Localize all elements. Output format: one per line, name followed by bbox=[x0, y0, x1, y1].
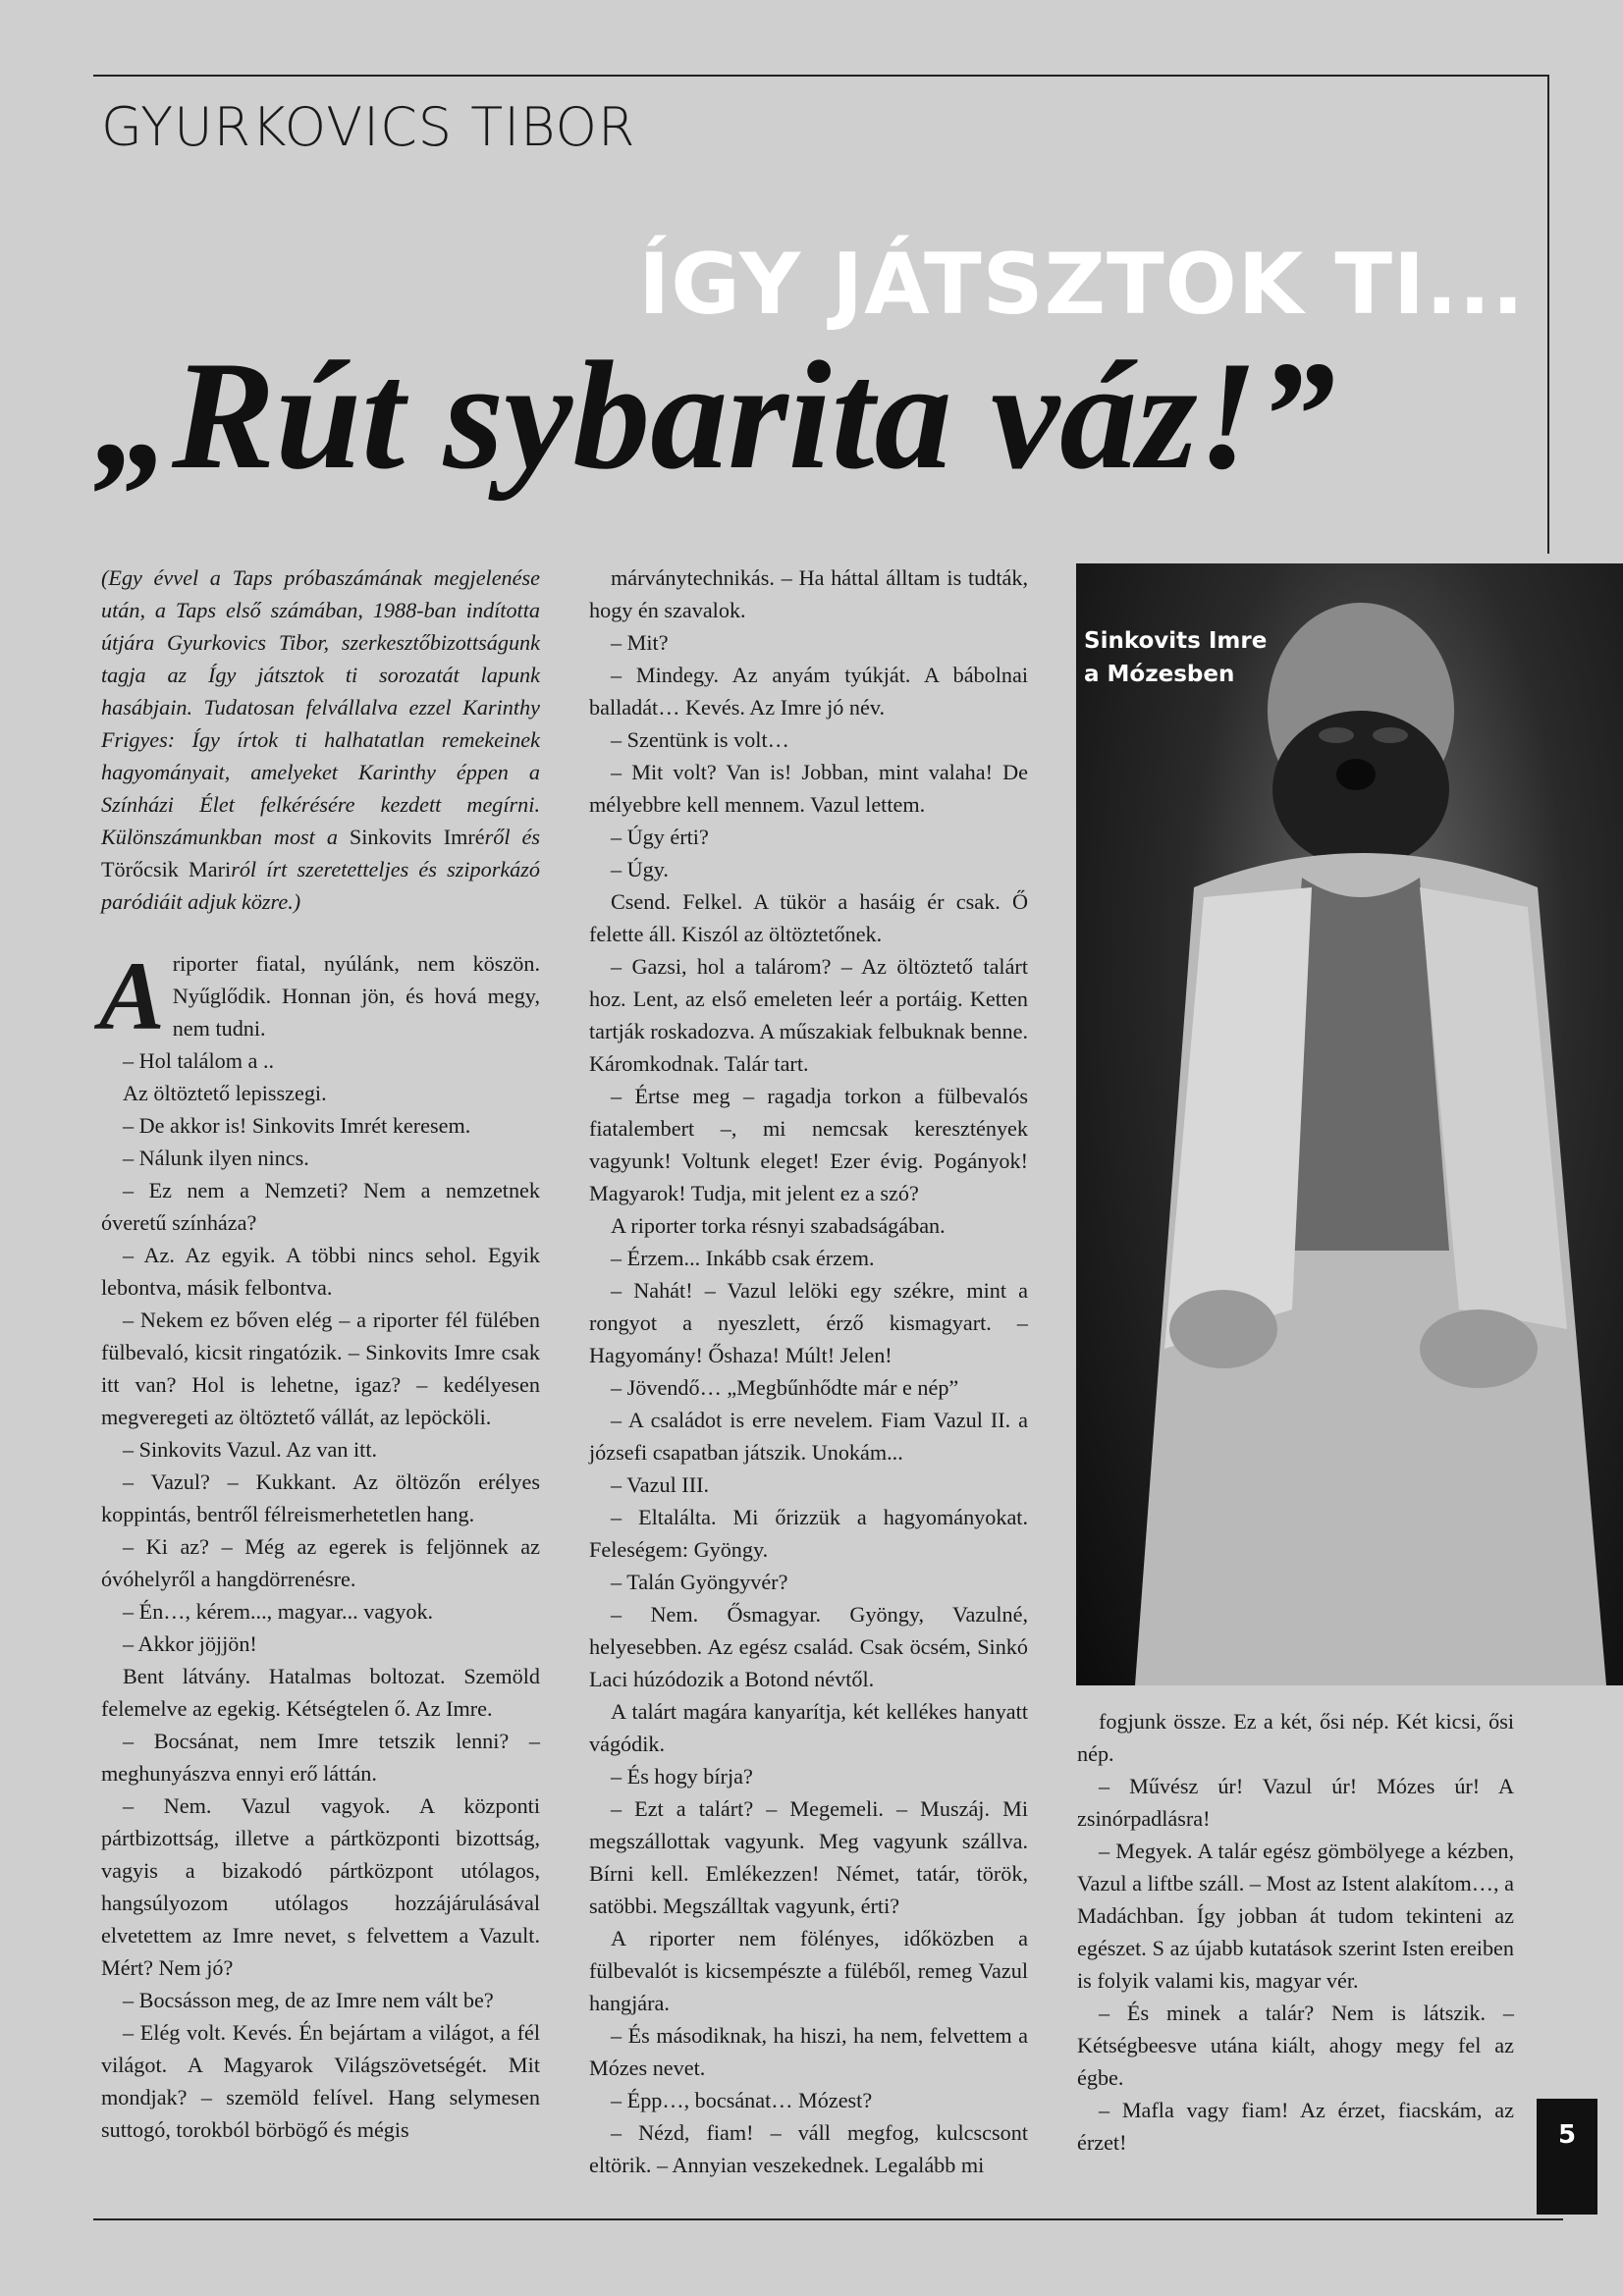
dialogue-paragraph: márványtechnikás. – Ha háttal álltam is tudták, hogy én szavalok. bbox=[589, 565, 1028, 622]
dialogue-paragraph: – Mit volt? Van is! Jobban, mint valaha! De mélyebbre kell mennem. Vazul lettem. bbox=[589, 760, 1028, 817]
dialogue-paragraph: – Érzem... Inkább csak érzem. bbox=[611, 1246, 875, 1270]
dialogue-paragraph: – Mafla vagy fiam! Az érzet, fiacskám, az érzet! bbox=[1077, 2098, 1514, 2155]
intro-paragraph bbox=[101, 561, 540, 918]
dialogue-paragraph: – Mit? bbox=[611, 630, 669, 655]
caption-line-2: a Mózesben bbox=[1084, 662, 1235, 687]
article-headline: „Rút sybarita váz!” bbox=[94, 330, 1336, 502]
intro-text: (Egy évvel a Taps próbaszámának megjelenése után, a Taps első számában, 1988-ban indította útjára Gyurkovics Tibor, szerkesztőbizottságunk tagja az bbox=[101, 565, 540, 687]
frame-top-rule bbox=[93, 75, 1548, 77]
dialogue-paragraph: – Úgy. bbox=[611, 857, 669, 881]
column-3-body bbox=[1077, 1705, 1514, 2159]
page-number: 5 bbox=[1537, 2099, 1597, 2215]
dialogue-paragraph: – Nem. Ősmagyar. Gyöngy, Vazulné, helyesebben. Az egész család. Csak öcsém, Sinkó Laci húzódozik a Botond névtől. bbox=[589, 1602, 1028, 1691]
dialogue-paragraph: – Művész úr! Vazul úr! Mózes úr! A zsinórpadlásra! bbox=[1077, 1774, 1514, 1831]
intro-series-name: Így játsztok ti bbox=[208, 663, 358, 687]
dialogue-paragraph: – És minek a talár? Nem is látszik. – Kétségbeesve utána kiált, ahogy megy fel az égbe. bbox=[1077, 2001, 1514, 2090]
dialogue-paragraph: – Megyek. A talár egész gömbölyege a kézben, Vazul a liftbe száll. – Most az Istent alakítom…, a Madáchban. Így jobban át tudom tekinteni az egészet. S az újabb kutatások szerint Isten ereiben is folyik valami kis, magyar vér. bbox=[1077, 1839, 1514, 1993]
column-2 bbox=[589, 561, 1028, 2181]
frame-right-rule bbox=[1547, 75, 1549, 554]
author-name: GYURKOVICS TIBOR bbox=[101, 96, 636, 158]
column-3 bbox=[1077, 1705, 1514, 2159]
dialogue-paragraph: A riporter nem fölényes, időközben a fülbevalót is kicsempészte a füléből, remeg Vazul hangjára. bbox=[589, 1926, 1028, 2015]
dialogue-paragraph: Bent látvány. Hatalmas boltozat. Szemöld felemelve az egekig. Kétségtelen ő. Az Imre. bbox=[101, 1664, 540, 1721]
intro-name-torocsik: Törőcsik Mari bbox=[101, 857, 232, 881]
intro-text: ról írt szeretetteljes és sziporkázó paródiáit adjuk közre.) bbox=[101, 857, 541, 914]
dialogue-paragraph: – Nézd, fiam! – váll megfog, kulcscsont eltörik. – Annyian veszekednek. Legalább mi bbox=[589, 2120, 1028, 2177]
dialogue-paragraph: – Az. Az egyik. A többi nincs sehol. Egyik lebontva, másik felbontva. bbox=[101, 1243, 540, 1300]
photo-sinkovits-moses bbox=[1076, 563, 1623, 1685]
dialogue-paragraph: – Elég volt. Kevés. Én bejártam a világot, a fél világot. A Magyarok Világszövetségét. Mit mondjak? – szemöld felível. Hang selymesen suttogó, torokból börbögő és mégis bbox=[101, 2020, 540, 2142]
intro-text: ről és bbox=[484, 825, 540, 849]
dialogue-paragraph: – Én…, kérem..., magyar... vagyok. bbox=[123, 1599, 434, 1624]
photo-caption bbox=[1084, 624, 1267, 691]
dialogue-paragraph: – Szentünk is volt… bbox=[611, 727, 789, 752]
dialogue-paragraph: – Vazul III. bbox=[611, 1472, 710, 1497]
dialogue-paragraph: – Nem. Vazul vagyok. A központi pártbizottság, illetve a pártközponti bizottság, vagyis a bizakodó pártközpont utólagos, hangsúlyozom utólagos hozzájárulásával elvetettem az Imre nevet, s felvettem a Vazult. Mért? Nem jó? bbox=[101, 1793, 540, 1980]
dialogue-paragraph: – Talán Gyöngyvér? bbox=[611, 1570, 788, 1594]
dialogue-paragraph: – Gazsi, hol a talárom? – Az öltöztető talárt hoz. Lent, az első emeleten leér a portáig. Ketten tartják roskadozva. A műszakiak felbuknak benne. Káromkodnak. Talár tart. bbox=[589, 954, 1028, 1076]
caption-line-1: Sinkovits Imre bbox=[1084, 628, 1268, 654]
column-2-body bbox=[589, 561, 1028, 2181]
dialogue-paragraph: – És másodiknak, ha hiszi, ha nem, felvettem a Mózes nevet. bbox=[589, 2023, 1028, 2080]
dialogue-paragraph: – Ki az? – Még az egerek is feljönnek az óvóhelyről a hangdörrenésre. bbox=[101, 1534, 540, 1591]
dialogue-paragraph: – Eltalálta. Mi őrizzük a hagyományokat. Feleségem: Gyöngy. bbox=[589, 1505, 1028, 1562]
dialogue-paragraph: Az öltöztető lepisszegi. bbox=[123, 1081, 327, 1105]
frame-bottom-rule bbox=[93, 2218, 1563, 2220]
column-1-body bbox=[101, 1044, 540, 2146]
intro-name-sinkovits: Sinkovits Imré bbox=[349, 825, 485, 849]
dialogue-paragraph: fogjunk össze. Ez a két, ősi nép. Két kicsi, ősi nép. bbox=[1077, 1709, 1514, 1766]
dialogue-paragraph: – Úgy érti? bbox=[611, 825, 709, 849]
dialogue-paragraph: A talárt magára kanyarítja, két kellékes hanyatt vágódik. bbox=[589, 1699, 1028, 1756]
dialogue-paragraph: Csend. Felkel. A tükör a hasáig ér csak. Ő felette áll. Kiszól az öltöztetőnek. bbox=[589, 889, 1028, 946]
dialogue-paragraph: – Mindegy. Az anyám tyúkját. A bábolnai balladát… Kevés. Az Imre jó név. bbox=[589, 663, 1028, 720]
dialogue-paragraph: – Bocsásson meg, de az Imre nem vált be? bbox=[123, 1988, 494, 2012]
column-1 bbox=[101, 561, 540, 2146]
lead-paragraph bbox=[99, 941, 540, 1050]
dialogue-paragraph: – Vazul? – Kukkant. Az öltözőn erélyes koppintás, bentről félreismerhetetlen hang. bbox=[101, 1469, 540, 1526]
photo-illustration bbox=[1076, 563, 1623, 1685]
dialogue-paragraph: – Hol találom a .. bbox=[123, 1048, 275, 1073]
dialogue-paragraph: – És hogy bírja? bbox=[611, 1764, 753, 1789]
drop-cap: A bbox=[99, 941, 165, 1050]
dialogue-paragraph: – A családot is erre nevelem. Fiam Vazul II. a józsefi csapatban játszik. Unokám... bbox=[589, 1408, 1028, 1465]
dialogue-paragraph: – Akkor jöjjön! bbox=[123, 1631, 257, 1656]
dialogue-paragraph: – Jövendő… „Megbűnhődte már e nép” bbox=[611, 1375, 959, 1400]
dialogue-paragraph: – Bocsánat, nem Imre tetszik lenni? – meghunyászva ennyi erő láttán. bbox=[101, 1729, 540, 1786]
dialogue-paragraph: – Nálunk ilyen nincs. bbox=[123, 1146, 309, 1170]
dialogue-paragraph: A riporter torka résnyi szabadságában. bbox=[611, 1213, 946, 1238]
dialogue-paragraph: – Épp…, bocsánat… Mózest? bbox=[611, 2088, 873, 2112]
dialogue-paragraph: – Értse meg – ragadja torkon a fülbevalós fiatalembert –, mi nemcsak keresztények vagyunk! Voltunk eleget! Ezer évig. Pogányok! Magyarok! Tudja, mit jelent ez a szó? bbox=[589, 1084, 1028, 1205]
dialogue-paragraph: – Sinkovits Vazul. Az van itt. bbox=[123, 1437, 378, 1462]
dialogue-paragraph: – Ez nem a Nemzeti? Nem a nemzetnek óveretű színháza? bbox=[101, 1178, 540, 1235]
lead-text: riporter fiatal, nyúlánk, nem köszön. Nyűglődik. Honnan jön, és hová megy, nem tudni. bbox=[172, 951, 540, 1041]
dialogue-paragraph: – Ezt a talárt? – Megemeli. – Muszáj. Mi megszállottak vagyunk. Meg vagyunk szállva. Bírni kell. Emlékezzen! Német, tatár, török, satöbbi. Megszálltak vagyunk, érti? bbox=[589, 1796, 1028, 1918]
dialogue-paragraph: – De akkor is! Sinkovits Imrét keresem. bbox=[123, 1113, 471, 1138]
dialogue-paragraph: – Nekem ez bőven elég – a riporter fél fülében fülbevaló, kicsit ringatózik. – Sinkovits Imre csak itt van? Hol is lehetne, igaz? – kedélyesen megveregeti az öltöztető vállát, az lepöcköli. bbox=[101, 1308, 540, 1429]
intro-text: sorozatát lapunk hasábjain. Tudatosan felvállalva ezzel Karinthy Frigyes: Így írtok ti halhatatlan remekeinek hagyományait, amelyeket Karinthy éppen a Színházi Élet felkérésére kezdett megírni. Különszámunkban most a bbox=[101, 663, 540, 849]
dialogue-paragraph: – Nahát! – Vazul lelöki egy székre, mint a rongyot a nyeszlett, érző kismagyart. – Hagyomány! Őshaza! Múlt! Jelen! bbox=[589, 1278, 1028, 1367]
section-title: ÍGY JÁTSZTOK TI... bbox=[638, 236, 1525, 334]
